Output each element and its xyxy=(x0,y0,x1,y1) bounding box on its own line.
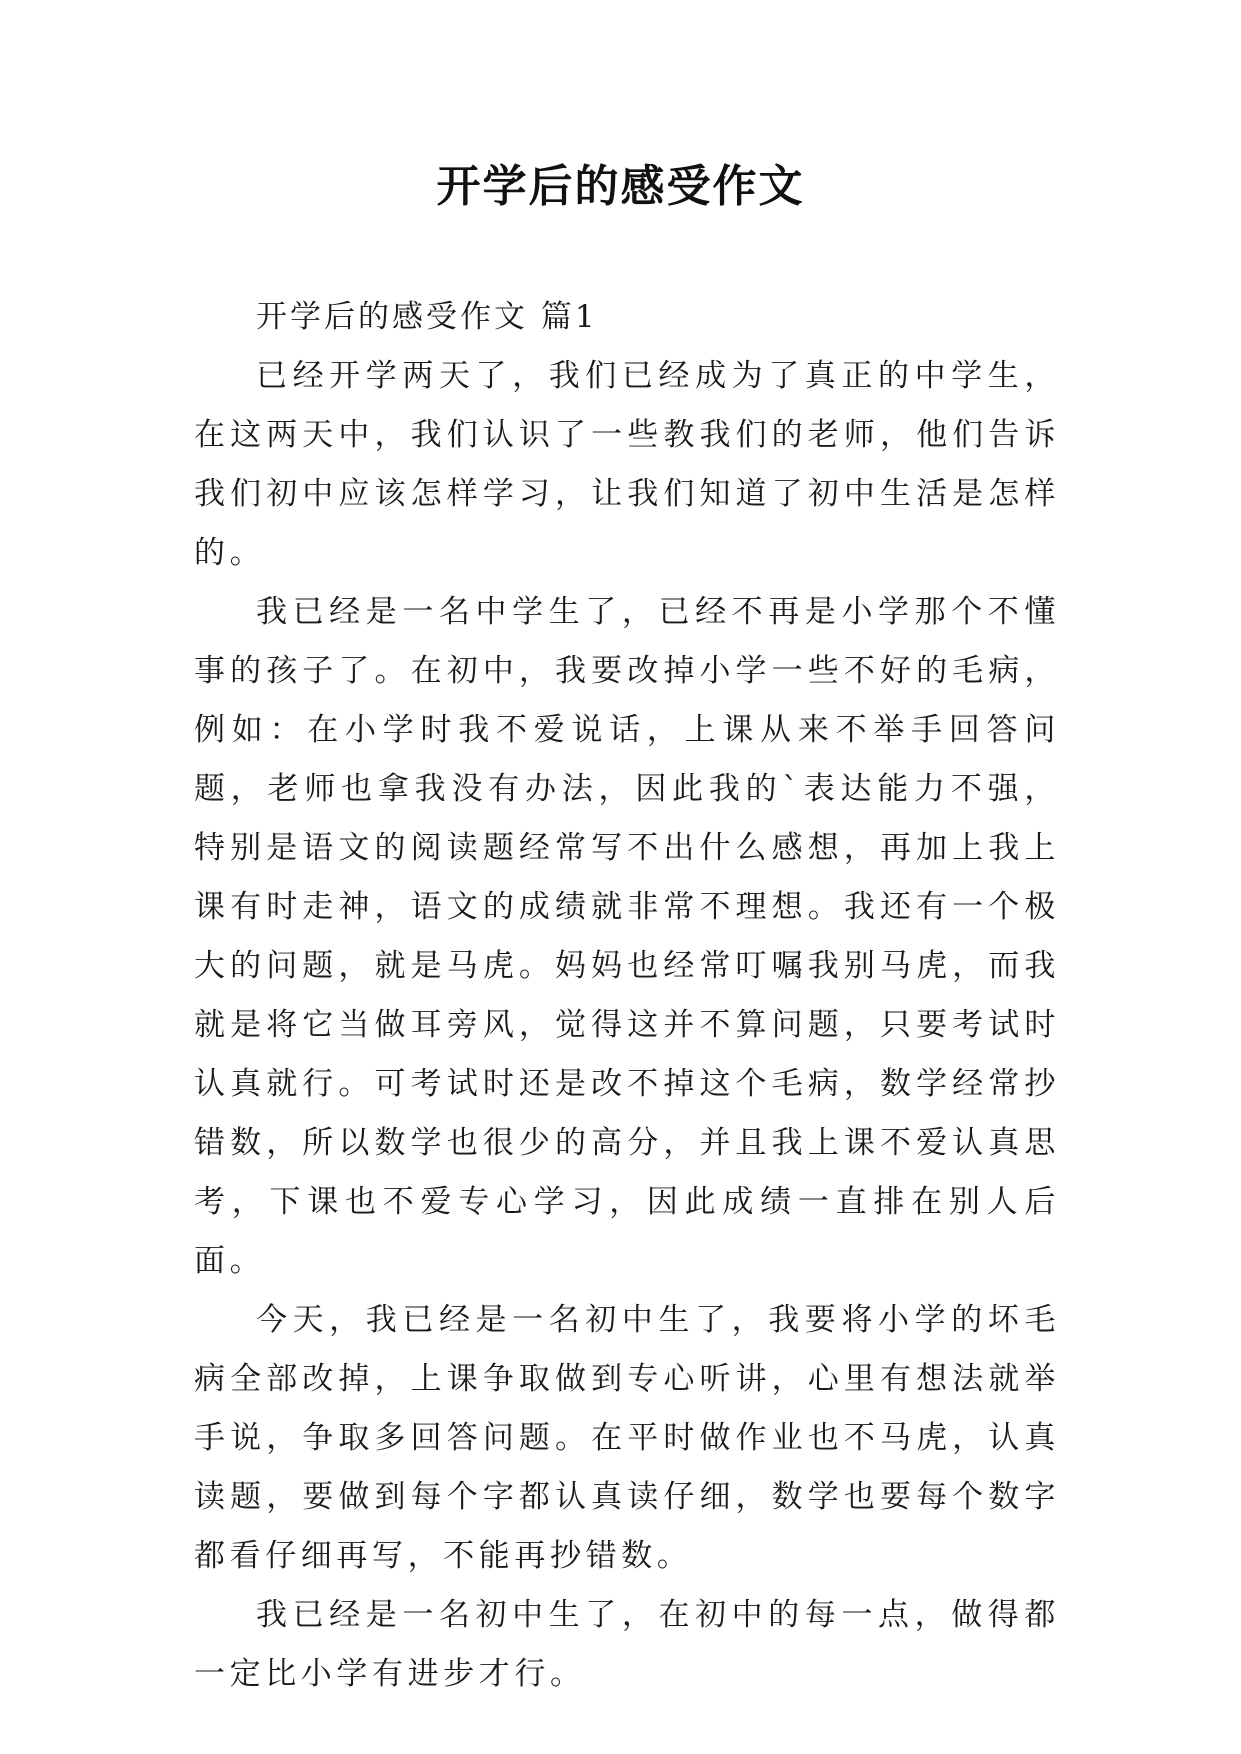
paragraph-1: 已经开学两天了，我们已经成为了真正的中学生，在这两天中，我们认识了一些教我们的老师，他们告诉我们初中应该怎样学习，让我们知道了初中生活是怎样的。 xyxy=(194,358,1060,571)
paragraph-2: 我已经是一名中学生了，已经不再是小学那个不懂事的孩子了。在初中，我要改掉小学一些不好的毛病，例如：在小学时我不爱说话，上课从来不举手回答问题，老师也拿我没有办法，因此我的`表达能力不强，特别是语文的阅读题经常写不出什么感想，再加上我上课有时走神，语文的成绩就非常不理想。我还有一个极大的问题，就是马虎。妈妈也经常叮嘱我别马虎，而我就是将它当做耳旁风，觉得这并不算问题，只要考试时认真就行。可考试时还是改不掉这个毛病，数学经常抄错数，所以数学也很少的高分，并且我上课不爱认真思考，下课也不爱专心学习，因此成绩一直排在别人后面。 xyxy=(194,594,1060,1279)
essay-subheading: 开学后的感受作文 篇1 xyxy=(256,299,598,335)
paragraph-4: 我已经是一名初中生了，在初中的每一点，做得都一定比小学有进步才行。 xyxy=(194,1597,1060,1692)
essay-body xyxy=(194,288,1060,1704)
paragraph-3: 今天，我已经是一名初中生了，我要将小学的坏毛病全部改掉，上课争取做到专心听讲，心里有想法就举手说，争取多回答问题。在平时做作业也不马虎，认真读题，要做到每个字都认真读仔细，数学也要每个数字都看仔细再写，不能再抄错数。 xyxy=(194,1302,1060,1574)
page-title: 开学后的感受作文 xyxy=(436,161,805,212)
